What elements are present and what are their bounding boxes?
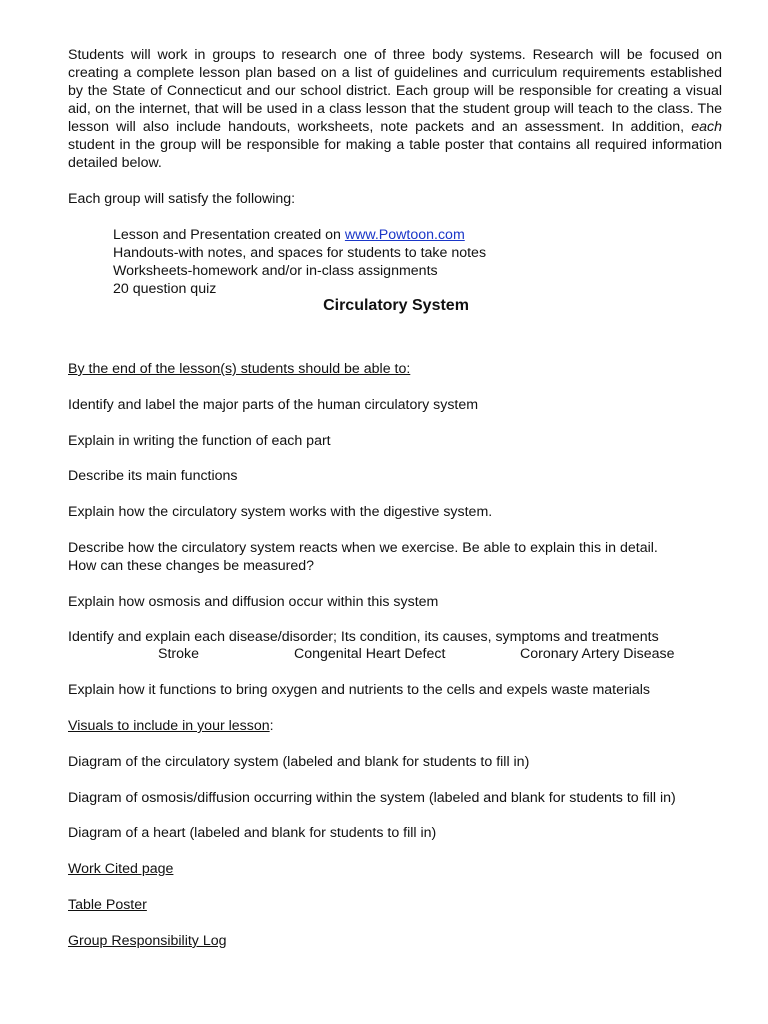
objective-item: Explain in writing the function of each part bbox=[68, 433, 331, 449]
objective-item: Identify and explain each disease/disorder; Its condition, its causes, symptoms and treatments bbox=[68, 629, 659, 645]
visuals-heading bbox=[68, 717, 722, 735]
requirements-heading: Each group will satisfy the following: bbox=[68, 191, 296, 207]
requirement-worksheets: Worksheets-homework and/or in-class assignments bbox=[113, 263, 438, 279]
visual-item: Diagram of a heart (labeled and blank for students to fill in) bbox=[68, 825, 437, 841]
objective-item: Explain how it functions to bring oxygen and nutrients to the cells and expels waste materials bbox=[68, 682, 651, 698]
intro-text-1: Students will work in groups to research one of three body systems. Research will be focused on creating a complete lesson plan based on a list of guidelines and curriculum requirements established by the State of Connecticut and our school district. Each group will be responsible for creating a visual aid, on the internet, that will be used in a class lesson that the student group will teach to the class. The lesson will also include handouts, worksheets, note packets and an assessment. In addition, bbox=[68, 47, 722, 135]
intro-text-2: student in the group will be responsible for making a table poster that contains all required information detailed below. bbox=[68, 137, 722, 171]
table-poster: Table Poster bbox=[68, 897, 147, 913]
visual-item: Diagram of osmosis/diffusion occurring within the system (labeled and blank for students to fill in) bbox=[68, 790, 676, 806]
disease-stroke: Stroke bbox=[158, 646, 200, 662]
requirement-handouts: Handouts-with notes, and spaces for students to take notes bbox=[113, 245, 487, 261]
intro-emphasis: each bbox=[691, 119, 722, 135]
objectives-heading: By the end of the lesson(s) students should be able to: bbox=[68, 361, 411, 377]
requirement-quiz: 20 question quiz bbox=[113, 281, 217, 297]
powtoon-link[interactable]: www.Powtoon.com bbox=[344, 227, 465, 243]
page-title: Circulatory System bbox=[323, 297, 469, 314]
objective-item: Describe its main functions bbox=[68, 468, 238, 484]
requirement-lesson bbox=[113, 226, 673, 244]
group-responsibility-log: Group Responsibility Log bbox=[68, 933, 227, 949]
objective-item: How can these changes be measured? bbox=[68, 558, 315, 574]
visuals-heading-label: Visuals to include in your lesson bbox=[68, 718, 270, 734]
objective-item: Describe how the circulatory system reacts when we exercise. Be able to explain this in detail. bbox=[68, 540, 658, 556]
objective-item: Explain how the circulatory system works with the digestive system. bbox=[68, 504, 493, 520]
visual-item: Diagram of the circulatory system (labeled and blank for students to fill in) bbox=[68, 754, 530, 770]
objective-item: Identify and label the major parts of the human circulatory system bbox=[68, 397, 479, 413]
objective-item: Explain how osmosis and diffusion occur within this system bbox=[68, 594, 439, 610]
visuals-heading-colon: : bbox=[269, 718, 274, 734]
intro-paragraph bbox=[68, 46, 722, 172]
disease-coronary-artery-disease: Coronary Artery Disease bbox=[520, 646, 675, 662]
disease-congenital-heart-defect: Congenital Heart Defect bbox=[294, 646, 446, 662]
work-cited-page: Work Cited page bbox=[68, 861, 174, 877]
requirement-lesson-label: Lesson and Presentation created on bbox=[113, 227, 345, 243]
